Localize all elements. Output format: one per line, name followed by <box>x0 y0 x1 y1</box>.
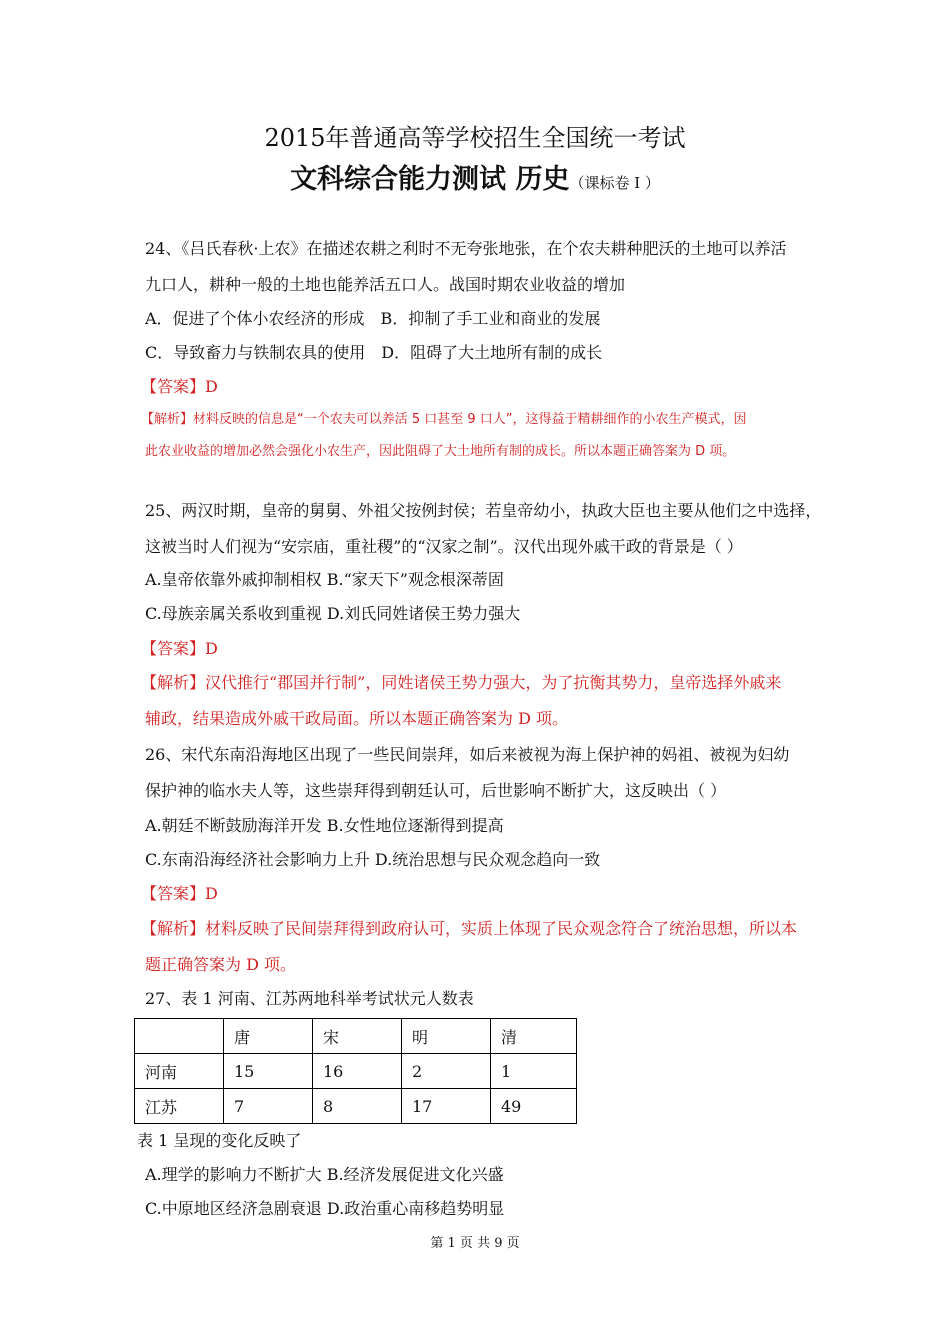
table-cell: 7 <box>224 1089 313 1124</box>
q24-options-line1: A．促进了个体小农经济的形成 B．抑制了手工业和商业的发展 <box>145 309 601 328</box>
exam-subtitle <box>0 157 950 196</box>
q27-stem: 27、表 1 河南、江苏两地科举考试状元人数表 <box>145 989 474 1008</box>
table-cell: 明 <box>402 1019 491 1054</box>
table-cell: 49 <box>491 1089 577 1124</box>
exam-title: 2015年普通高等学校招生全国统一考试 <box>264 124 686 152</box>
table-cell: 江苏 <box>135 1089 224 1124</box>
table-cell: 唐 <box>224 1019 313 1054</box>
table-header-row <box>135 1019 577 1054</box>
subject-title: 文科综合能力测试 历史 <box>290 164 570 195</box>
table-cell: 17 <box>402 1089 491 1124</box>
table-cell: 16 <box>313 1054 402 1089</box>
q26-stem-line1: 26、宋代东南沿海地区出现了一些民间崇拜，如后来被视为海上保护神的妈祖、被视为妇幼 <box>145 745 790 764</box>
q27-options-line1: A.理学的影响力不断扩大 B.经济发展促进文化兴盛 <box>145 1165 504 1184</box>
q26-explanation-line1: 【解析】材料反映了民间崇拜得到政府认可，实质上体现了民众观念符合了统治思想，所以本 <box>141 919 798 938</box>
q25-options-line2: C.母族亲属关系收到重视 D.刘氏同姓诸侯王势力强大 <box>145 604 521 623</box>
q25-stem-line2: 这被当时人们视为“安宗庙，重社稷”的“汉家之制”。汉代出现外戚干政的背景是（ ） <box>145 537 743 556</box>
table-cell: 河南 <box>135 1054 224 1089</box>
q27-after-table: 表 1 呈现的变化反映了 <box>137 1131 302 1150</box>
table-row <box>135 1089 577 1124</box>
q25-answer: 【答案】D <box>141 639 218 658</box>
table-cell: 15 <box>224 1054 313 1089</box>
page-number: 第 1 页 共 9 页 <box>430 1236 520 1251</box>
q26-explanation-line2: 题正确答案为 D 项。 <box>145 955 297 974</box>
q26-options-line1: A.朝廷不断鼓励海洋开发 B.女性地位逐渐得到提高 <box>145 816 504 835</box>
q26-stem-line2: 保护神的临水夫人等，这些崇拜得到朝廷认可，后世影响不断扩大，这反映出（ ） <box>145 781 727 800</box>
q27-options-line2: C.中原地区经济急剧衰退 D.政治重心南移趋势明显 <box>145 1199 505 1218</box>
q24-options-line2: C．导致畜力与铁制农具的使用 D．阻碍了大土地所有制的成长 <box>145 343 603 362</box>
table-cell: 1 <box>491 1054 577 1089</box>
q25-stem-line1: 25、两汉时期，皇帝的舅舅、外祖父按例封侯；若皇帝幼小，执政大臣也主要从他们之中选择， <box>145 501 822 520</box>
q24-stem-line2: 九口人，耕种一般的土地也能养活五口人。战国时期农业收益的增加 <box>145 275 626 294</box>
q25-options-line1: A.皇帝依靠外戚抑制相权 B.“家天下”观念根深蒂固 <box>145 570 504 589</box>
zhuangyuan-table <box>134 1018 577 1124</box>
q25-explanation-line1: 【解析】汉代推行“郡国并行制”，同姓诸侯王势力强大，为了抗衡其势力，皇帝选择外戚来 <box>141 673 782 692</box>
paper-type: （课标卷 I ） <box>569 174 660 192</box>
q24-answer: 【答案】D <box>141 377 218 396</box>
table-row <box>135 1054 577 1089</box>
q26-answer: 【答案】D <box>141 884 218 903</box>
q24-stem-line1: 24、《吕氏春秋·上农》在描述农耕之利时不无夸张地张，在个农夫耕种肥沃的土地可以养活 <box>145 239 787 258</box>
q24-explanation-line1: 【解析】材料反映的信息是“一个农夫可以养活 5 口甚至 9 口人”，这得益于精耕细作的小农生产模式，因 <box>141 412 747 427</box>
table-cell: 清 <box>491 1019 577 1054</box>
q25-explanation-line2: 辅政，结果造成外戚干政局面。所以本题正确答案为 D 项。 <box>145 709 569 728</box>
table-cell: 2 <box>402 1054 491 1089</box>
table-cell <box>135 1019 224 1054</box>
q26-options-line2: C.东南沿海经济社会影响力上升 D.统治思想与民众观念趋向一致 <box>145 850 601 869</box>
q24-explanation-line2: 此农业收益的增加必然会强化小农生产，因此阻碍了大土地所有制的成长。所以本题正确答案为 D 项。 <box>145 444 736 459</box>
table-cell: 宋 <box>313 1019 402 1054</box>
table-cell: 8 <box>313 1089 402 1124</box>
